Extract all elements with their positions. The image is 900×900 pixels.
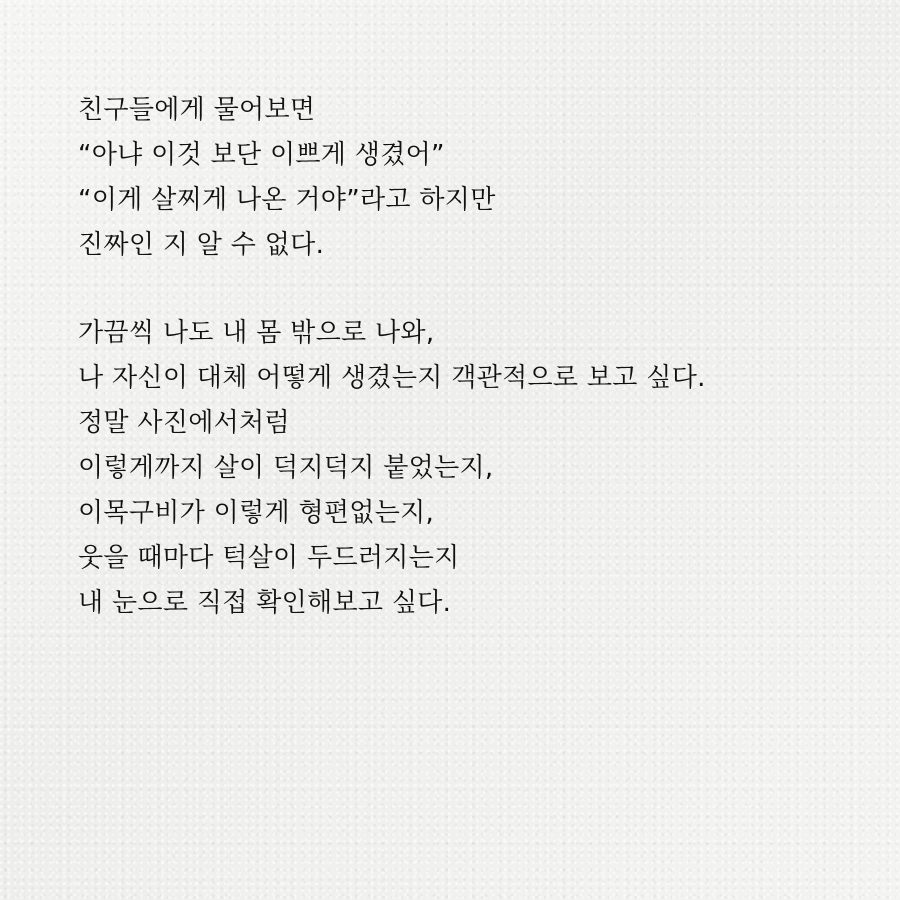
poem-line: 웃을 때마다 턱살이 두드러지는지 <box>78 543 460 573</box>
stanza-1 <box>78 88 858 268</box>
poem-line: 진짜인 지 알 수 없다. <box>78 230 325 260</box>
stanza-2 <box>78 311 858 626</box>
poem-line: 내 눈으로 직접 확인해보고 싶다. <box>78 588 452 618</box>
poem-line: 친구들에게 물어보면 <box>78 95 316 125</box>
poem-line: 정말 사진에서처럼 <box>78 408 290 438</box>
poem-line: 나 자신이 대체 어떻게 생겼는지 객관적으로 보고 싶다. <box>78 363 706 393</box>
poem-line: “이게 살찌게 나온 거야”라고 하지만 <box>78 185 496 215</box>
poem-line: 가끔씩 나도 내 몸 밖으로 나와, <box>78 318 435 348</box>
poem-text <box>78 88 858 626</box>
poem-line: 이목구비가 이렇게 형편없는지, <box>78 498 435 528</box>
poem-line: “아냐 이것 보단 이쁘게 생겼어” <box>78 140 445 170</box>
poem-line: 이렇게까지 살이 덕지덕지 붙었는지, <box>78 453 494 483</box>
